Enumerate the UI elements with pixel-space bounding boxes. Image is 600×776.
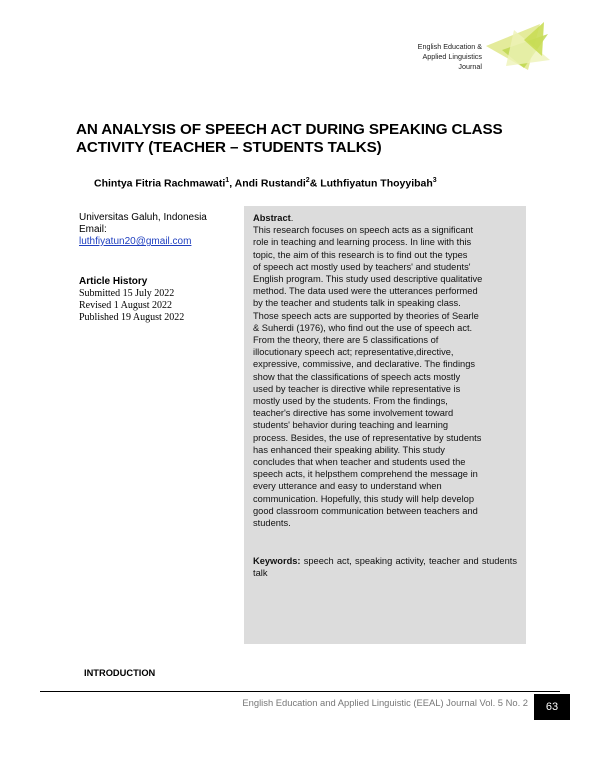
abstract-line: This research focuses on speech acts as a significant [253, 225, 474, 236]
author-superscript: 3 [432, 177, 437, 184]
abstract-line: show that the classifications of speech acts mostly [253, 371, 461, 382]
journal-header-line: Applied Linguistics [422, 52, 482, 61]
article-history-title: Article History [79, 276, 148, 287]
abstract-line: has enhanced their speaking ability. This study [253, 444, 445, 455]
footer-journal: English Education and Applied Linguistic (EEAL) Journal Vol. 5 No. 2 [242, 697, 528, 708]
journal-header-line: English Education & [417, 42, 482, 51]
abstract-line: teacher's directive has some involvement toward [253, 408, 454, 419]
abstract-body [253, 224, 517, 529]
author-name: , Andi Rustandi [229, 177, 306, 190]
abstract-line: process. Besides, the use of representative by students [253, 432, 482, 443]
affiliation: Universitas Galuh, Indonesia [79, 212, 207, 223]
abstract-line: speech acts, it helpsthem comprehend the message in [253, 469, 478, 480]
author-name: Chintya Fitria Rachmawati [94, 177, 226, 190]
abstract-line: concludes that when teacher and students used the [253, 457, 466, 468]
abstract-line: used by teacher is directive while representative is [253, 383, 461, 394]
footer-divider [40, 691, 560, 692]
page-number: 63 [534, 694, 570, 720]
email-label: Email: [79, 224, 107, 235]
author-superscript: 1 [225, 177, 230, 184]
paper-title-line: ACTIVITY (TEACHER – STUDENTS TALKS) [76, 139, 382, 156]
published-date: Published 19 August 2022 [79, 312, 185, 323]
keywords-label: Keywords: [253, 556, 301, 567]
abstract-line: Those speech acts are supported by theories of Searle [253, 310, 479, 321]
abstract-line: students' behavior during teaching and learning [253, 420, 449, 431]
author-name: & Luthfiyatun Thoyyibah [309, 177, 433, 190]
keywords [253, 555, 517, 579]
abstract-line: communication. Hopefully, this study will help develop [253, 493, 474, 504]
journal-logo [484, 20, 554, 74]
email-link[interactable]: luthfiyatun20@gmail.com [79, 236, 192, 247]
submitted-date: Submitted 15 July 2022 [79, 288, 175, 299]
abstract-title: Abstract [253, 213, 291, 223]
abstract-title-period: . [290, 213, 294, 223]
paper-title [76, 121, 526, 157]
abstract-line: students. [253, 518, 291, 529]
abstract-line: role in teaching and learning process. In line with this [253, 237, 472, 248]
abstract-line: topic, the aim of this research is to find out the types [253, 249, 468, 260]
article-info [79, 212, 229, 324]
author-superscript: 2 [305, 177, 310, 184]
abstract-line: mostly used by the students. From the findings, [253, 396, 448, 407]
revised-date: Revised 1 August 2022 [79, 300, 173, 311]
abstract-line: & Suherdi (1976), who find out the use of speech act. [253, 322, 473, 333]
section-heading-introduction: INTRODUCTION [84, 668, 156, 678]
abstract-line: expressive, commissive, and declarative. The findings [253, 359, 476, 370]
abstract-line: English program. This study used descriptive qualitative [253, 274, 483, 285]
keywords-text: speech act, speaking activity, teacher and students talk [253, 556, 517, 579]
abstract-line: From the theory, there are 5 classifications of [253, 335, 439, 346]
abstract-line: illocutionary speech act; representative,directive, [253, 347, 454, 358]
abstract-line: of speech act mostly used by teachers' and students' [253, 261, 471, 272]
abstract-box [244, 206, 526, 644]
abstract-line: method. The data used were the utterances performed [253, 286, 478, 297]
paper-title-line: AN ANALYSIS OF SPEECH ACT DURING SPEAKING CLASS [76, 121, 503, 138]
journal-header [342, 42, 482, 72]
abstract-line: every utterance and easy to understand when [253, 481, 442, 492]
abstract-line: by the teacher and students talk in speaking class. [253, 298, 461, 309]
abstract-line: good classroom communication between teachers and [253, 505, 478, 516]
author-list [94, 177, 534, 190]
journal-header-line: Journal [458, 62, 482, 71]
